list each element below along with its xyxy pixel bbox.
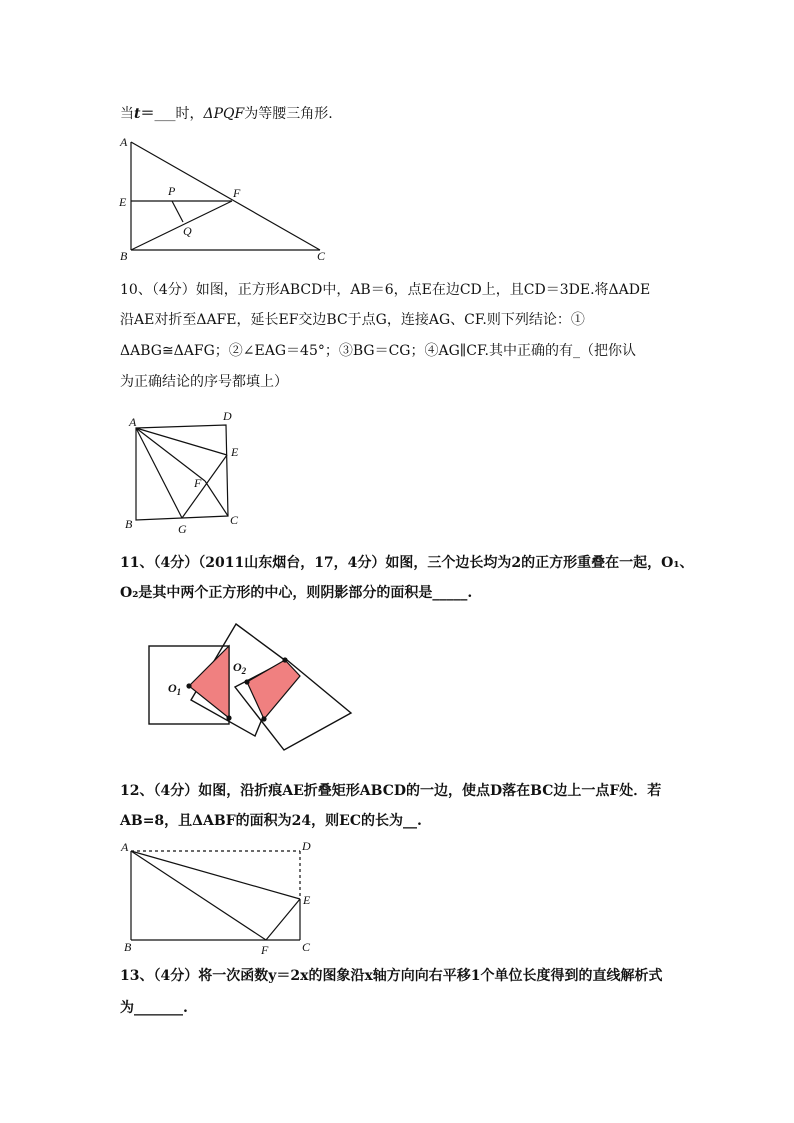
label-b: B	[124, 940, 132, 954]
q13-line1: 13、（4分）将一次函数y＝2x的图象沿x轴方向向右平移1个单位长度得到的直线解析式	[120, 968, 663, 984]
label-g: G	[178, 522, 187, 536]
label-a: A	[129, 415, 137, 429]
label-d: D	[302, 839, 311, 853]
label-e: E	[303, 893, 311, 907]
label-c: C	[317, 249, 326, 263]
q12-line1: 12、（4分）如图，沿折痕AE折叠矩形ABCD的一边，使点D落在BC边上一点F处．若	[120, 783, 662, 799]
label-q: Q	[183, 224, 192, 238]
q10-line2: 沿AE对折至ΔAFE，延长EF交边BC于点G，连接AG、CF.则下列结论：①	[120, 312, 585, 328]
q13-line2: 为_______.	[120, 1000, 188, 1016]
label-f: F	[194, 476, 202, 490]
label-f: F	[233, 186, 241, 200]
q11-line1: 11、（4分）（2011山东烟台，17，4分）如图，三个边长均为2的正方形重叠在一起，O₁、	[120, 555, 694, 571]
label-b: B	[125, 517, 133, 531]
q12-line2: AB=8，且ΔABF的面积为24，则EC的长为__.	[120, 813, 422, 829]
label-d: D	[223, 409, 232, 423]
q9-text: 当t＝___时，ΔPQF为等腰三角形.	[120, 106, 333, 122]
label-c: C	[230, 513, 239, 527]
label-a: A	[120, 135, 128, 149]
label-e: E	[231, 445, 239, 459]
label-c: C	[302, 940, 311, 954]
label-b: B	[120, 249, 128, 263]
label-o1: $O_1$	[168, 681, 182, 697]
q10-line1: 10、（4分）如图，正方形ABCD中，AB＝6，点E在边CD上，且CD＝3DE.将ΔADE	[120, 282, 651, 298]
label-a: A	[121, 840, 129, 854]
q10-line4: 为正确结论的序号都填上）	[120, 374, 288, 390]
q10-line3: ΔABG≅ΔAFG；②∠EAG＝45°；③BG＝CG；④AG∥CF.其中正确的有_（把你认	[120, 343, 636, 359]
label-f: F	[261, 943, 269, 957]
q11-line2: O₂是其中两个正方形的中心，则阴影部分的面积是_____.	[120, 585, 473, 601]
label-e: E	[119, 195, 127, 209]
label-p: P	[168, 184, 176, 198]
label-o2: $O_2$	[233, 660, 247, 676]
